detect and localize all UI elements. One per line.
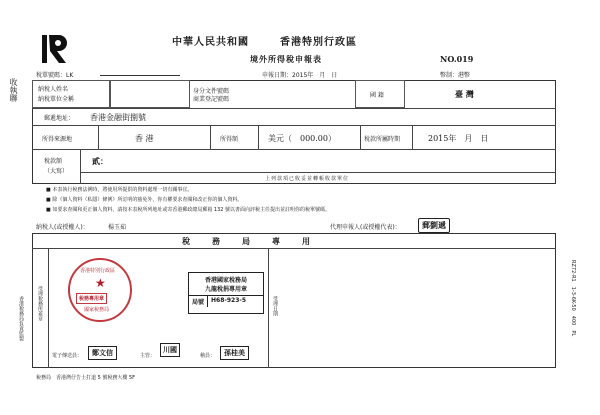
clerk-stamp: 鄭文信 (88, 346, 117, 360)
round-stamp-top: 香港特別行政區 (80, 268, 116, 274)
notes-list (46, 186, 566, 213)
office-side-label1: 受理稅務所蓋章 (37, 286, 43, 321)
tax-code-label-text: 稅單號碼： (36, 72, 67, 79)
nationality-value: 臺 灣 (455, 89, 474, 99)
ir-logo-icon (40, 33, 70, 65)
agent-label: 代理申報人(或授權代表)： (330, 224, 401, 231)
org-label: 納稅單位全稱 (38, 96, 75, 103)
footer-address: 稅務局 香港灣仔告士打道 5 號稅務大樓 5F (36, 375, 136, 381)
rect-tax-stamp (188, 272, 264, 314)
note-item: ■ 除《個人資料（私隱）條例》所訂明的豁免外，你有權要求查閱和改正你的個人資料。 (46, 197, 243, 203)
clerk-label: 電子傳送員： (52, 353, 83, 359)
apply-date: 申報日期：2015年 月 日 (262, 72, 338, 79)
row3-div2 (210, 125, 211, 149)
round-stamp-bot: 國家稅務局 (84, 307, 110, 313)
round-stamp-mid: 稅務專用章 (76, 293, 107, 304)
rect-stamp-line3 (189, 295, 263, 307)
income-label: 所得額 (220, 136, 239, 143)
agent-stamp: 郵劉遞 (418, 218, 450, 233)
note-text: 本表執行稅務法例時，將使用所提供的資料處理一切有關事宜。 (52, 187, 193, 193)
ir-logo (40, 33, 70, 65)
office-side-label2: 受理日期 (272, 296, 278, 316)
rect-stamp-line1: 香港國家稅務局 (204, 277, 247, 284)
round-tax-stamp (68, 258, 132, 322)
tax-code-label (36, 70, 73, 79)
supervisor-stamp: 川國 (160, 343, 180, 357)
office-side-left: 香港稅務局負責監製 (18, 296, 24, 341)
currency-label: 幣制：港幣 (440, 72, 471, 79)
name-label: 納稅人姓名 (38, 86, 69, 93)
office-title: 稅 務 局 專 用 (182, 236, 312, 246)
id-label: 身分文件號碼 (193, 88, 230, 95)
row3-div5 (412, 125, 413, 149)
footer-right-code: RZ72-R1 1-3-6K-50 400 PL (570, 260, 576, 337)
supervisor-label: 主管： (140, 353, 156, 359)
office-left-div (48, 248, 49, 368)
form-title: 境外所得稅申報表 (250, 54, 322, 64)
note-item: ■ 如要求查閱和更正個人資料，請按本表稅所列地址或寄香港郵政總局郵箱 132 號以書面向評稅主任提出並註明你的稅單號碼。 (46, 207, 331, 213)
tax-note: 上列款項已收妥並轉帳收款單位 (265, 176, 350, 182)
region-name: 香港特別行政區 (280, 37, 357, 48)
row4-top (32, 149, 556, 150)
row2-top (32, 108, 556, 109)
rect-stamp-office: 局號 (189, 296, 208, 307)
note-item: ■ 本表執行稅務法例時，將使用所提供的資料處理一切有關事宜。 (46, 187, 193, 193)
nationality-label: 國 籍 (370, 92, 384, 99)
country-name: 中華人民共和國 (172, 37, 249, 48)
note-text: 除《個人資料（私隱）條例》所訂明的豁免外，你有權要求查閱和改正你的個人資料。 (52, 197, 243, 203)
address-value: 香港金融街捌號 (90, 113, 146, 122)
source-label: 所得來源地 (42, 136, 73, 143)
row4-div1 (80, 149, 81, 184)
row3-top (32, 125, 556, 126)
tax-label-upper: （大寫） (44, 168, 69, 175)
note-text: 如要求查閱和更正個人資料，請按本表稅所列地址或寄香港郵政總局郵箱 132 號以書面向評稅主任提出並註明你的稅單號碼。 (52, 207, 331, 213)
row3-div1 (98, 125, 99, 149)
reviewer-label: 稽員： (200, 353, 216, 359)
income-value: 美元（ 000.00） (268, 134, 336, 143)
tax-note-line (80, 172, 556, 173)
rect-stamp-line2: 九龍稅捐專用章 (204, 286, 247, 293)
office-right-div (268, 248, 269, 368)
star-icon: ★ (95, 276, 106, 290)
row3-div4 (360, 125, 361, 149)
period-value: 2015年 月 日 (428, 134, 489, 143)
period-label: 稅款所屬時期 (364, 136, 401, 143)
row3-div3 (258, 125, 259, 149)
address-label: 郵遞地址： (44, 115, 75, 122)
office-title-line (32, 248, 556, 249)
reg-label: 商業登記號碼 (193, 96, 230, 103)
redacted-scribble (100, 72, 180, 76)
tax-code-value: LK (66, 72, 74, 79)
form-number: NO.019 (440, 54, 474, 64)
signer-label: 納稅人(或授權人)： (36, 224, 89, 231)
side-label-receipt: 收執聯 (9, 78, 18, 102)
signer-name: 楊玉茹 (108, 224, 127, 231)
reviewer-stamp: 孫桂美 (220, 346, 249, 360)
tax-value: 貳： (92, 156, 108, 166)
tax-label: 稅款額 (44, 158, 63, 165)
name-value-cell[interactable] (110, 80, 190, 108)
rect-stamp-code: H68-923-5 (211, 297, 247, 304)
source-value: 香 港 (135, 134, 154, 143)
